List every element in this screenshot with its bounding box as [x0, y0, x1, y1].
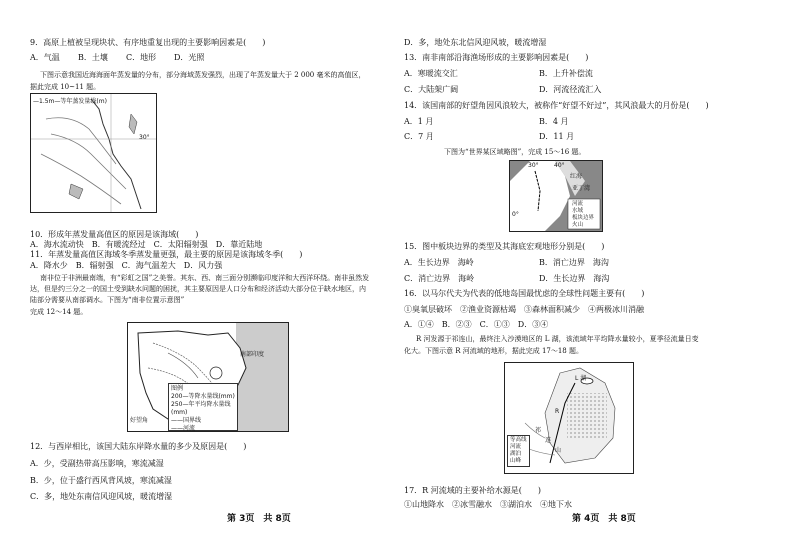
- q9-option-b[interactable]: B．土壤: [78, 53, 108, 62]
- map3-lon2-label: 40°: [554, 162, 565, 169]
- q12-option-b[interactable]: B．少，位于盛行西风背风坡，寒流减湿: [30, 476, 172, 485]
- map4-legend-item: 山峰: [510, 458, 522, 464]
- intro-12d: 完成 12～14 题。: [30, 308, 88, 316]
- map3-legend-item: 板块边界: [572, 215, 595, 221]
- intro-12c: 陆部分需要从南部调水。下图为“南非位置示意图”: [30, 296, 185, 304]
- q9-option-d[interactable]: D．光照: [174, 53, 205, 62]
- china-sea-evaporation-map: [30, 93, 157, 213]
- q15-option-b[interactable]: B．消亡边界 海沟: [539, 258, 609, 267]
- question-14: 14．该国南部的好望角因风浪较大，被称作“好望不好过”，其风浪最大的月份是( ): [404, 101, 709, 110]
- map3-gulf-label: 亚丁湾: [572, 185, 591, 192]
- map4-legend-item: 河流: [510, 444, 522, 450]
- intro-15: 下图为“世界某区域略图”，完成 15～16 题。: [444, 148, 586, 156]
- question-13: 13．南非南部沿海渔场形成的主要影响因素是( ): [404, 53, 589, 62]
- map1-legend: —1.5m—等年蒸发量线(m): [33, 98, 107, 105]
- q14-option-c[interactable]: C．7 月: [404, 132, 434, 141]
- map4-label-qi: 祁: [535, 427, 542, 434]
- question-16: 16．以马尔代夫为代表的低地岛国最忧虑的全球性问题主要有( ): [404, 289, 645, 298]
- map2-legend-item: 200—等降水量线(mm): [171, 393, 235, 400]
- map2-ocean-label: 南部印度: [240, 351, 265, 358]
- q15-option-a[interactable]: A．生长边界 海岭: [404, 258, 474, 267]
- map2-legend: [168, 383, 238, 431]
- map3-sea-label: 红海: [570, 173, 583, 180]
- map4-river-label: R: [555, 408, 560, 415]
- page-footer-right: 第 4页 共 8页: [572, 514, 636, 524]
- intro-17a: R 河发源于祁连山，最终注入沙漠地区的 L 湖，该流域年平均降水量较小，夏季径流量日变: [416, 335, 699, 343]
- map3-legend-item: 水域: [572, 208, 584, 214]
- map4-label-lian: 连: [545, 437, 552, 444]
- q15-option-c[interactable]: C．消亡边界 海岭: [404, 274, 475, 283]
- map4-lake-label: L 湖: [575, 375, 587, 382]
- q12-option-c[interactable]: C．多，地处东南信风迎风坡，暖流增湿: [30, 492, 173, 501]
- map4-legend-item: 等高线: [510, 437, 527, 443]
- question-15: 15．图中板块边界的类型及其海底宏观地形分别是( ): [404, 242, 605, 251]
- q12-option-d[interactable]: D．多，地处东北信风迎风坡，暖流增湿: [404, 38, 547, 47]
- q14-option-d[interactable]: D．11 月: [539, 132, 575, 141]
- intro-12b: 达，但是约三分之一的国土受到缺水问题的困扰，其主要原因是人口分布和经济活动大部分位于缺水地区，内: [30, 285, 366, 293]
- page-footer-left: 第 3页 共 8页: [227, 514, 291, 524]
- q12-option-a[interactable]: A．少，受副热带高压影响，寒流减湿: [30, 459, 164, 468]
- map3-lat-label: 0°: [512, 211, 519, 218]
- question-10: 10．形成年蒸发量高值区的原因是该海域( ): [30, 230, 199, 239]
- map3-lon-label: 30°: [528, 162, 539, 169]
- question-10-options[interactable]: A．海水流动快 B．有暖流经过 C．太阳辐射强 D．靠近陆地: [30, 240, 263, 249]
- question-16-options[interactable]: A．①④ B．②③ C．①③ D．③④: [404, 320, 549, 329]
- map2-legend-item: ——国界线: [171, 417, 202, 424]
- question-11: 11．年蒸发量高值区海域冬季蒸发量更强，最主要的原因是该海域冬季( ): [30, 250, 303, 259]
- q13-option-d[interactable]: D．河流径流汇入: [539, 85, 602, 94]
- q14-option-a[interactable]: A．1 月: [404, 117, 434, 126]
- map4-label-shan: 山: [555, 447, 562, 454]
- map4-legend-item: 湖泊: [510, 451, 522, 457]
- map1-lat-label: 30°: [139, 134, 150, 141]
- question-9: 9．高原上植被呈现块状、有序地重复出现的主要影响因素是( ): [30, 38, 266, 47]
- map3-legend: [570, 200, 596, 230]
- map2-legend-item: ——河流: [171, 425, 196, 432]
- map3-legend-item: 河流: [572, 201, 584, 207]
- question-17-options[interactable]: ①山地降水 ②冰雪融水 ③湖泊水 ④地下水: [404, 500, 572, 509]
- intro-17b: 化大。下图示意 R 河流域的地形，据此完成 17～18 题。: [404, 347, 583, 355]
- question-11-options[interactable]: A．降水少 B．辐射强 C．海气温差大 D．风力强: [30, 261, 223, 270]
- q13-option-a[interactable]: A．寒暖流交汇: [404, 69, 458, 78]
- map3-legend-item: 火山: [572, 222, 584, 228]
- q14-option-b[interactable]: B．4 月: [539, 117, 569, 126]
- map2-legend-item: 250—年平均降水量线(mm): [171, 401, 231, 416]
- south-africa-map: [127, 322, 289, 432]
- map4-legend: [507, 435, 530, 467]
- question-12: 12．与西岸相比，该国大陆东岸降水量的多少及原因是( ): [30, 442, 247, 451]
- map2-city-label: 好望角: [130, 417, 149, 424]
- question-17: 17．R 河流域的主要补给水源是( ): [404, 486, 541, 495]
- east-africa-rift-map: [509, 160, 603, 232]
- map2-legend-title: 图例: [171, 385, 184, 392]
- q9-option-c[interactable]: C．地形: [126, 53, 157, 62]
- q13-option-c[interactable]: C．大陆架广阔: [404, 85, 459, 94]
- intro-12a: 南非位于非洲最南端，有“彩虹之国”之美誉。其东、西、南三面分别濒临印度洋和大西洋环绕。南非虽然发: [40, 274, 370, 282]
- r-river-basin-map: [504, 362, 634, 474]
- intro-10: 下图示意我国近海海面年蒸发量的分布，部分海域蒸发强烈，出现了年蒸发量大于 2 000 毫米的高值区，: [40, 71, 366, 79]
- question-16-items: ①臭氧层破坏 ②渔业资源枯竭 ③森林面积减少 ④两极冰川消融: [404, 305, 644, 314]
- q13-option-b[interactable]: B．上升补偿流: [539, 69, 593, 78]
- q9-option-a[interactable]: A．气温: [30, 53, 60, 62]
- q15-option-d[interactable]: D．生长边界 海沟: [539, 274, 610, 283]
- intro-10b: 据此完成 10~11 题。: [30, 83, 101, 91]
